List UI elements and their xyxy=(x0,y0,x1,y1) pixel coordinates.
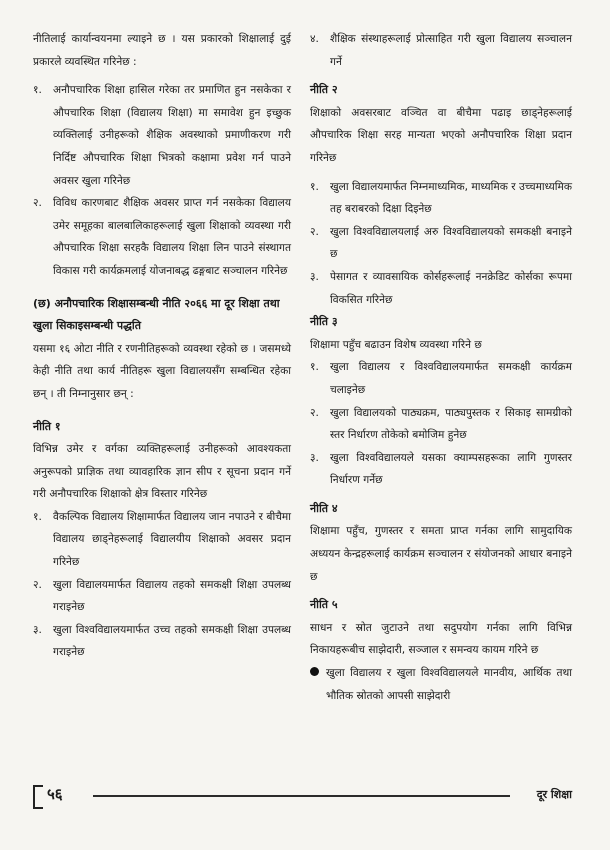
list-text: खुला विश्वविद्यालयलाई अरु विश्वविद्यालयको समकक्षी बनाइने छ xyxy=(330,225,572,261)
footer-rule xyxy=(93,795,510,797)
list-number: १. xyxy=(33,510,42,523)
list-item xyxy=(310,402,572,447)
list-number: ४. xyxy=(310,33,319,45)
page-footer xyxy=(33,783,572,807)
list-number: १. xyxy=(310,361,319,374)
section-paragraph: यसमा १६ ओटा नीति र रणनीतिहरूको व्यवस्था रहेको छ । जसमध्ये केही नीति तथा कार्य नीतिहरू खुला विद्यालयसँग सम्बन्धित रहेका छन् । ती निम्नानुसार छन् : xyxy=(33,342,291,400)
list-item xyxy=(33,79,291,192)
list-item xyxy=(310,28,572,73)
list-text: खुला विश्वविद्यालयले यसका क्याम्पसहरूका लागि गुणस्तर निर्धारण गर्नेछ xyxy=(330,451,572,487)
magazine-name: दूर शिक्षा xyxy=(536,788,572,801)
page-number-bracket xyxy=(33,785,43,809)
list-item xyxy=(310,447,572,492)
list-text: खुला विश्वविद्यालयमार्फत उच्च तहको समकक्षी शिक्षा उपलब्ध गराइनेछ xyxy=(53,623,291,659)
list-text: पेसागत र व्यावसायिक कोर्सहरूलाई ननक्रेडिट कोर्सका रूपमा विकसित गरिनेछ xyxy=(330,270,572,306)
list-text: वैकल्पिक विद्यालय शिक्षामार्फत विद्यालय जान नपाउने र बीचैमा विद्यालय छाड्नेहरूलाई विद्यालयीय शिक्षाको अवसर प्रदान गरिनेछ xyxy=(53,510,291,569)
list-item xyxy=(310,266,572,311)
list-text: विविध कारणबाट शैक्षिक अवसर प्राप्त गर्न नसकेका विद्यालय उमेर समूहका बालबालिकाहरूलाई खुला शिक्षाको व्यवस्था गरी औपचारिक शिक्षा सरहकै विद्यालय शिक्षा लिन पाउने संस्थागत विकास गरी कार्यक्रमलाई योजनाबद्ध ढङ्गबाट सञ्चालन गरिनेछ xyxy=(53,197,291,277)
policy-2-title: नीति २ xyxy=(310,83,338,97)
list-number: ३. xyxy=(310,451,319,464)
policy-3-text: शिक्षामा पहुँच बढाउन विशेष व्यवस्था गरिने छ xyxy=(310,338,482,351)
list-number: २. xyxy=(33,578,42,591)
intro-paragraph: नीतिलाई कार्यान्वयनमा ल्याइने छ । यस प्रकारको शिक्षालाई दुई प्रकारले व्यवस्थित गरिनेछ : xyxy=(33,33,291,68)
list-text: शैक्षिक संस्थाहरूलाई प्रोत्साहित गरी खुला विद्यालय सञ्चालन गर्ने xyxy=(330,33,572,68)
policy-5-title: नीति ५ xyxy=(310,598,338,612)
policy-1-text: विभिन्न उमेर र वर्गका व्यक्तिहरूलाई उनीहरूको आवश्यकता अनुरूपको प्राज्ञिक तथा व्यावहारिक ज्ञान सीप र सूचना प्रदान गर्ने गरी अनौपचारिक शिक्षाको क्षेत्र विस्तार गरिनेछ xyxy=(33,443,291,501)
list-item xyxy=(310,662,572,707)
list-item xyxy=(310,176,572,221)
list-number: ३. xyxy=(33,623,42,636)
right-column xyxy=(310,28,572,707)
list-number: ३. xyxy=(310,270,319,283)
list-item xyxy=(33,574,291,619)
list-item xyxy=(33,619,291,664)
section-heading: (छ) अनौपचारिक शिक्षासम्बन्धी नीति २०६६ मा दूर शिक्षा तथा खुला सिकाइसम्बन्धी पद्धति xyxy=(33,296,280,333)
list-number: १. xyxy=(33,84,42,97)
page-number: ५६ xyxy=(47,785,63,803)
list-number: २. xyxy=(33,197,42,210)
policy-5-text: साधन र स्रोत जुटाउने तथा सदुपयोग गर्नका लागि विभिन्न निकायहरूबीच साझेदारी, सञ्जाल र समन्वय कायम गरिने छ xyxy=(310,621,572,657)
list-item xyxy=(310,356,572,401)
list-text: खुला विद्यालय र विश्वविद्यालयमार्फत समकक्षी कार्यक्रम चलाइनेछ xyxy=(330,361,572,396)
list-text: खुला विद्यालयमार्फत निम्नमाध्यमिक, माध्यमिक र उच्चमाध्यमिक तह बराबरको दिक्षा दिइनेछ xyxy=(330,180,572,216)
policy-3-title: नीति ३ xyxy=(310,315,338,329)
list-number: २. xyxy=(310,406,319,419)
policy-4-text: शिक्षामा पहुँच, गुणस्तर र समता प्राप्त गर्नका लागि सामुदायिक अध्ययन केन्द्रहरूलाई कार्यक्रम सञ्चालन र संयोजनको आधार बनाइने छ xyxy=(310,525,572,583)
list-text: खुला विद्यालयमार्फत विद्यालय तहको समकक्षी शिक्षा उपलब्ध गराइनेछ xyxy=(53,578,291,614)
list-item xyxy=(310,221,572,266)
list-number: २. xyxy=(310,225,319,238)
policy-2-text: शिक्षाको अवसरबाट वञ्चित वा बीचैमा पढाइ छाड्नेहरूलाई औपचारिक शिक्षा सरह मान्यता भएको अनौपचारिक शिक्षा प्रदान गरिनेछ xyxy=(310,106,572,164)
list-text: खुला विद्यालय र खुला विश्वविद्यालयले मानवीय, आर्थिक तथा भौतिक स्रोतको आपसी साझेदारी xyxy=(326,667,572,702)
list-number: १. xyxy=(310,180,319,193)
policy-1-title: नीति १ xyxy=(33,419,61,433)
bullet-icon xyxy=(310,662,326,707)
list-item xyxy=(33,192,291,282)
list-item xyxy=(33,506,291,574)
list-text: खुला विद्यालयको पाठ्यक्रम, पाठ्यपुस्तक र सिकाइ सामग्रीको स्तर निर्धारण तोकेको बमोजिम हुनेछ xyxy=(330,406,572,442)
left-column xyxy=(33,28,291,664)
list-text: अनौपचारिक शिक्षा हासिल गरेका तर प्रमाणित हुन नसकेका र औपचारिक शिक्षा (विद्यालय शिक्षा) मा समावेश हुन इच्छुक व्यक्तिलाई उनीहरूको शैक्षिक अवस्थाको प्रमाणीकरण गरी निर्दिष्ट औपचारिक शिक्षा भित्रको कक्षामा प्रवेश गर्न पाउने अवसर खुला गरिनेछ xyxy=(53,84,291,187)
policy-4-title: नीति ४ xyxy=(310,501,338,515)
